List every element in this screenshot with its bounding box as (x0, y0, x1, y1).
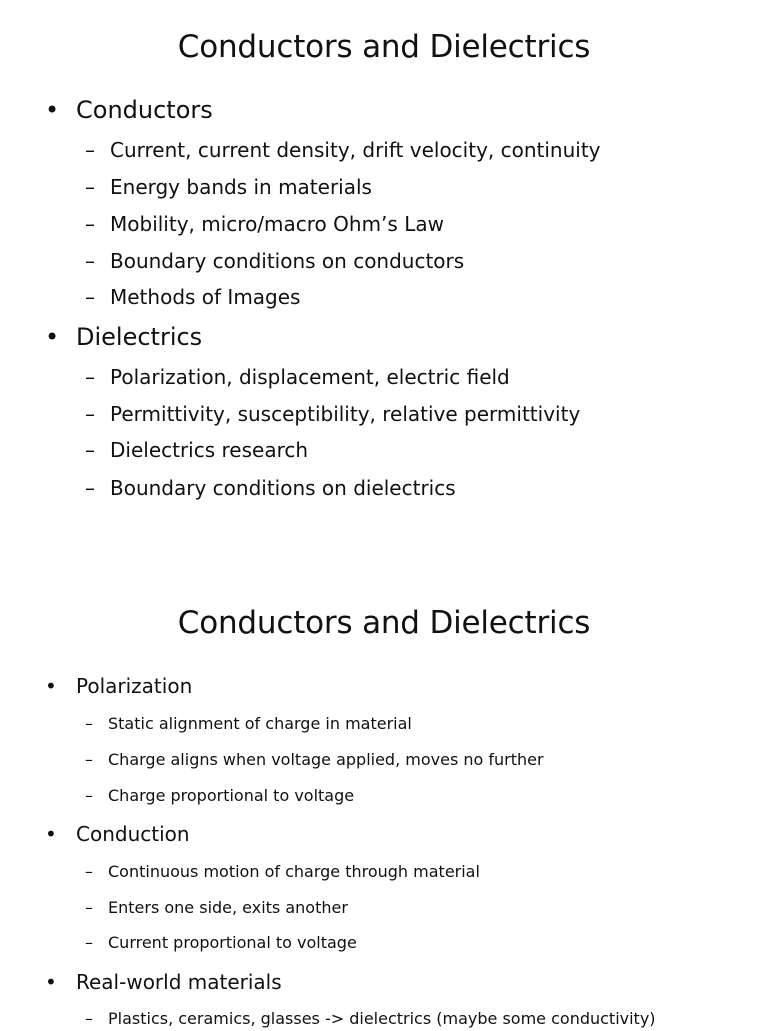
dash-marker: – (85, 365, 95, 389)
dash-marker: – (85, 862, 93, 881)
bullet-marker: • (45, 96, 60, 124)
dash-marker: – (85, 750, 93, 769)
bullet-heading: Dielectrics (76, 323, 203, 351)
bullet-marker: • (45, 822, 57, 846)
dash-marker: – (85, 714, 93, 733)
sub-item-text: Plastics, ceramics, glasses -> dielectrics (maybe some conductivity) (108, 1009, 656, 1028)
sub-item-text: Current proportional to voltage (108, 933, 357, 952)
bullet-heading: Conductors (76, 96, 213, 124)
bullet-marker: • (45, 323, 60, 351)
dash-marker: – (85, 212, 95, 236)
slide-title: Conductors and Dielectrics (177, 605, 591, 641)
sub-item-text: Current, current density, drift velocity, continuity (110, 138, 601, 162)
dash-marker: – (85, 476, 95, 500)
dash-marker: – (85, 898, 93, 917)
sub-item-text: Charge aligns when voltage applied, moves no further (108, 750, 544, 769)
dash-marker: – (85, 933, 93, 952)
bullet-heading: Polarization (76, 674, 193, 698)
slide-2 (0, 576, 768, 1028)
sub-item-text: Boundary conditions on conductors (110, 249, 465, 273)
sub-item-text: Boundary conditions on dielectrics (110, 476, 456, 500)
sub-item-text: Dielectrics research (110, 438, 309, 462)
sub-item-text: Polarization, displacement, electric field (110, 365, 510, 389)
dash-marker: – (85, 786, 93, 805)
dash-marker: – (85, 175, 95, 199)
dash-marker: – (85, 1009, 93, 1028)
bullet-marker: • (45, 970, 57, 994)
dash-marker: – (85, 138, 95, 162)
sub-item-text: Enters one side, exits another (108, 898, 348, 917)
sub-item-text: Charge proportional to voltage (108, 786, 355, 805)
sub-item-text: Static alignment of charge in material (108, 714, 412, 733)
slide-title: Conductors and Dielectrics (177, 29, 591, 65)
sub-item-text: Permittivity, susceptibility, relative permittivity (110, 402, 581, 426)
dash-marker: – (85, 438, 95, 462)
sub-item-text: Methods of Images (110, 285, 301, 309)
sub-item-text: Energy bands in materials (110, 175, 372, 199)
bullet-heading: Real-world materials (76, 970, 282, 994)
sub-item-text: Mobility, micro/macro Ohm’s Law (110, 212, 444, 236)
dash-marker: – (85, 249, 95, 273)
sub-item-text: Continuous motion of charge through material (108, 862, 480, 881)
dash-marker: – (85, 285, 95, 309)
bullet-marker: • (45, 674, 57, 698)
dash-marker: – (85, 402, 95, 426)
bullet-heading: Conduction (76, 822, 190, 846)
